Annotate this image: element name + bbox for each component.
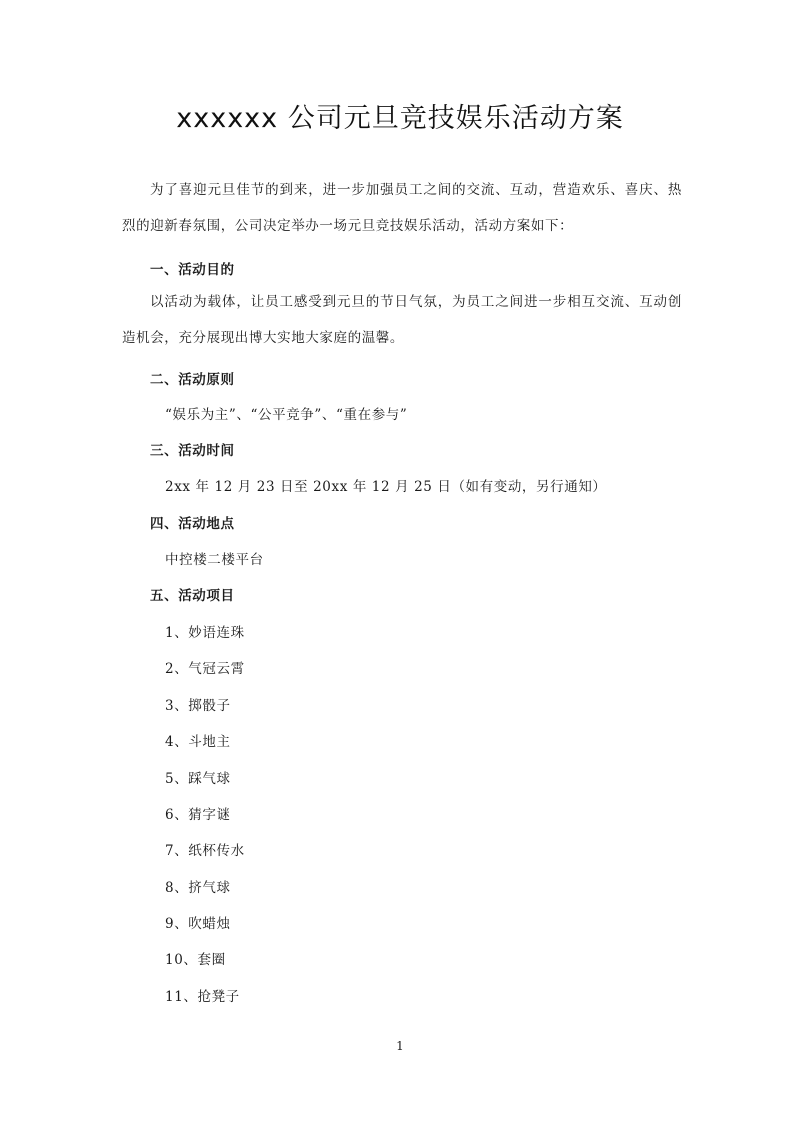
list-item: 3、掷骰子 (165, 698, 231, 714)
list-item: 11、抢凳子 (165, 989, 240, 1005)
list-item: 7、纸杯传水 (165, 843, 245, 859)
location-text: 中控楼二楼平台 (165, 552, 264, 568)
list-item: 2、气冠云霄 (165, 661, 245, 677)
section-heading-location: 四、活动地点 (150, 516, 235, 532)
principle-text: “娱乐为主”、“公平竞争”、“重在参与” (165, 407, 408, 423)
section-heading-principle: 二、活动原则 (150, 372, 235, 388)
section-heading-purpose: 一、活动目的 (150, 262, 235, 278)
list-item: 10、套圈 (165, 952, 226, 968)
list-item: 8、挤气球 (165, 880, 231, 896)
page-number: 1 (396, 1039, 404, 1053)
list-item: 6、猜字谜 (165, 807, 231, 823)
intro-paragraph: 为了喜迎元旦佳节的到来，进一步加强员工之间的交流、互动，营造欢乐、喜庆、热烈的迎新春氛围，公司决定举办一场元旦竞技娱乐活动，活动方案如下： (122, 182, 682, 234)
page-title: xxxxxx 公司元旦竞技娱乐活动方案 (176, 103, 624, 134)
list-item: 9、吹蜡烛 (165, 916, 231, 932)
purpose-paragraph: 以活动为载体，让员工感受到元旦的节日气氛，为员工之间进一步相互交流、互动创造机会，充分展现出博大实地大家庭的温馨。 (122, 294, 682, 346)
list-item: 5、踩气球 (165, 771, 231, 787)
list-item: 1、妙语连珠 (165, 625, 245, 641)
section-heading-time: 三、活动时间 (150, 443, 235, 459)
section-heading-items: 五、活动项目 (150, 588, 235, 604)
list-item: 4、斗地主 (165, 734, 231, 750)
time-text: 2xx 年 12 月 23 日至 20xx 年 12 月 25 日（如有变动，另行通知） (165, 479, 607, 495)
